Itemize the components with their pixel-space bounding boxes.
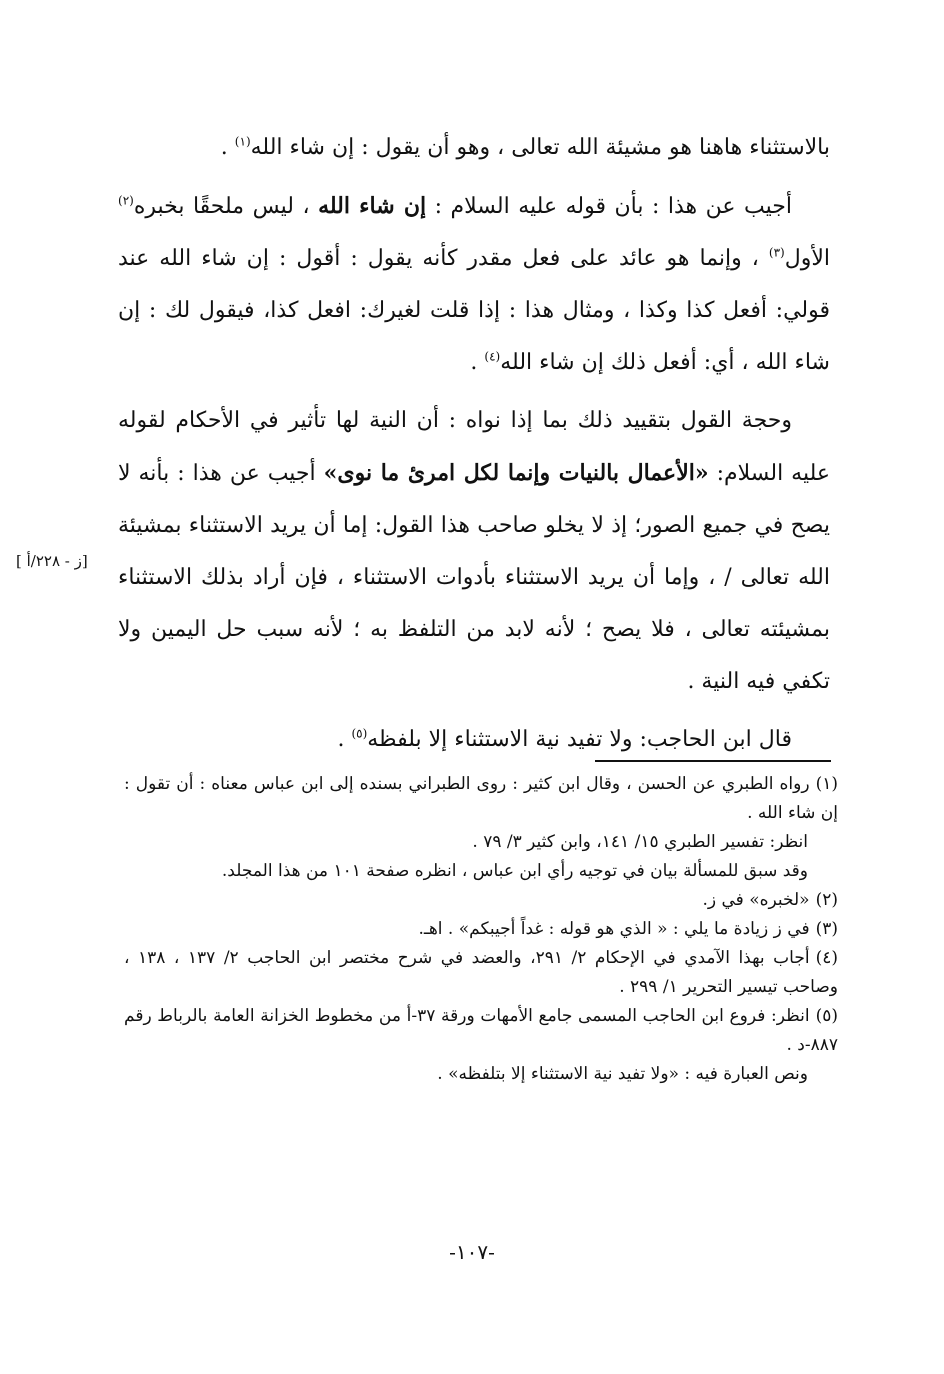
paragraph-1-text: بالاستثناء هاهنا هو مشيئة الله تعالى ، وهو أن يقول : إن شاء الله: [250, 135, 830, 160]
footnote-divider: [595, 760, 831, 762]
footnote-5-quote: ونص العبارة فيه : «ولا تفيد نية الاستثناء إلا بتلفظه» .: [437, 1064, 808, 1084]
footnotes: [124, 770, 838, 1089]
footnote-5-number: (٥): [815, 1006, 838, 1026]
paragraph-1: [118, 122, 830, 174]
footnote-3-number: (٣): [815, 919, 838, 939]
footnote-5-text: انظر: فروع ابن الحاجب المسمى جامع الأمهات ورقة ٣٧-أ من مخطوط الخزانة العامة بالرباط رقم ٨٨٧-د .: [124, 1006, 838, 1055]
main-text: [118, 122, 830, 766]
paragraph-2-text-c: الأول: [784, 246, 830, 271]
paragraph-2-text-a: أجيب عن هذا : بأن قوله عليه السلام :: [426, 194, 792, 219]
paragraph-3-text-b: أجيب عن هذا : بأنه لا يصح في جميع الصور؛ إذ لا يخلو صاحب هذا القول: إما أن يريد الاستثناء بمشيئة الله تعالى / ، وإما أن يريد الاستثناء بأدوات الاستثناء ، فإن أراد بذلك الاستثناء بمشيئته تعالى ، فلا يصح ؛ لأنه لابد من التلفظ به ؛ لأنه سبب حل اليمين ولا تكفي فيه النية .: [118, 461, 830, 694]
footnote-1: [124, 770, 838, 828]
footnote-1-note: وقد سبق للمسألة بيان في توجيه رأي ابن عباس ، انظره صفحة ١٠١ من هذا المجلد.: [221, 861, 808, 881]
footnote-1-text: رواه الطبري عن الحسن ، وقال ابن كثير : روى الطبراني بسنده إلى ابن عباس معناه : أن تقول : إن شاء الله .: [124, 774, 838, 823]
footnote-ref-3[interactable]: (٣): [768, 245, 785, 260]
footnote-3: [124, 915, 838, 944]
footnote-1-number: (١): [815, 774, 838, 794]
footnote-2: [124, 886, 838, 915]
paragraph-2-end: .: [470, 350, 485, 375]
footnote-1-source: انظر: تفسير الطبري ١٥/ ١٤١، وابن كثير ٣/ ٧٩ .: [472, 832, 808, 852]
paragraph-4: [118, 714, 830, 766]
footnote-ref-2[interactable]: (٢): [118, 193, 134, 208]
paragraph-4-end: .: [337, 727, 352, 752]
margin-manuscript-reference: [ز - ٢٢٨/أ ]: [16, 552, 88, 570]
footnote-4-number: (٤): [815, 948, 839, 968]
paragraph-3: [118, 395, 830, 708]
footnote-ref-5[interactable]: (٥): [351, 726, 368, 741]
paragraph-2-text-b: ، ليس ملحقًا بخبره: [133, 194, 319, 219]
paragraph-2: [118, 180, 830, 389]
footnote-2-number: (٢): [815, 890, 838, 910]
footnote-ref-4[interactable]: (٤): [484, 349, 501, 364]
footnote-5: [124, 1002, 838, 1060]
paragraph-1-end: .: [220, 135, 235, 160]
paragraph-2-bold: إن شاء الله: [318, 193, 427, 219]
footnote-2-text: «لخبره» في ز.: [702, 890, 810, 910]
footnote-ref-1[interactable]: (١): [234, 134, 251, 149]
page-number: -١٠٧-: [449, 1240, 495, 1264]
paragraph-3-hadith: «الأعمال بالنيات وإنما لكل امرئ ما نوى»: [323, 460, 709, 486]
footnote-4-text: أجاب بهذا الآمدي في الإحكام ٢/ ٢٩١، والعضد في شرح مختصر ابن الحاجب ٢/ ١٣٧ ، ١٣٨ ، وصاحب تيسير التحرير ١/ ٢٩٩ .: [124, 948, 838, 997]
footnote-3-text: في ز زيادة ما يلي : « الذي هو قوله : غداً أجيبكم» . اهـ.: [418, 919, 810, 939]
paragraph-3-text-a: وحجة القول بتقييد ذلك بما إذا نواه : أن النية لها تأثير في الأحكام لقوله عليه السلام:: [118, 408, 830, 486]
paragraph-2-text-d: ، وإنما هو عائد على فعل مقدر كأنه يقول : أقول : إن شاء الله عند قولي: أفعل كذا وكذا ، ومثال هذا : إذا قلت لغيرك: افعل كذا، فيقول لك : إن شاء الله ، أي: أفعل ذلك إن شاء الله: [118, 246, 830, 375]
paragraph-4-text: قال ابن الحاجب: ولا تفيد نية الاستثناء إلا بلفظه: [367, 727, 792, 752]
footnote-4: [124, 944, 838, 1002]
